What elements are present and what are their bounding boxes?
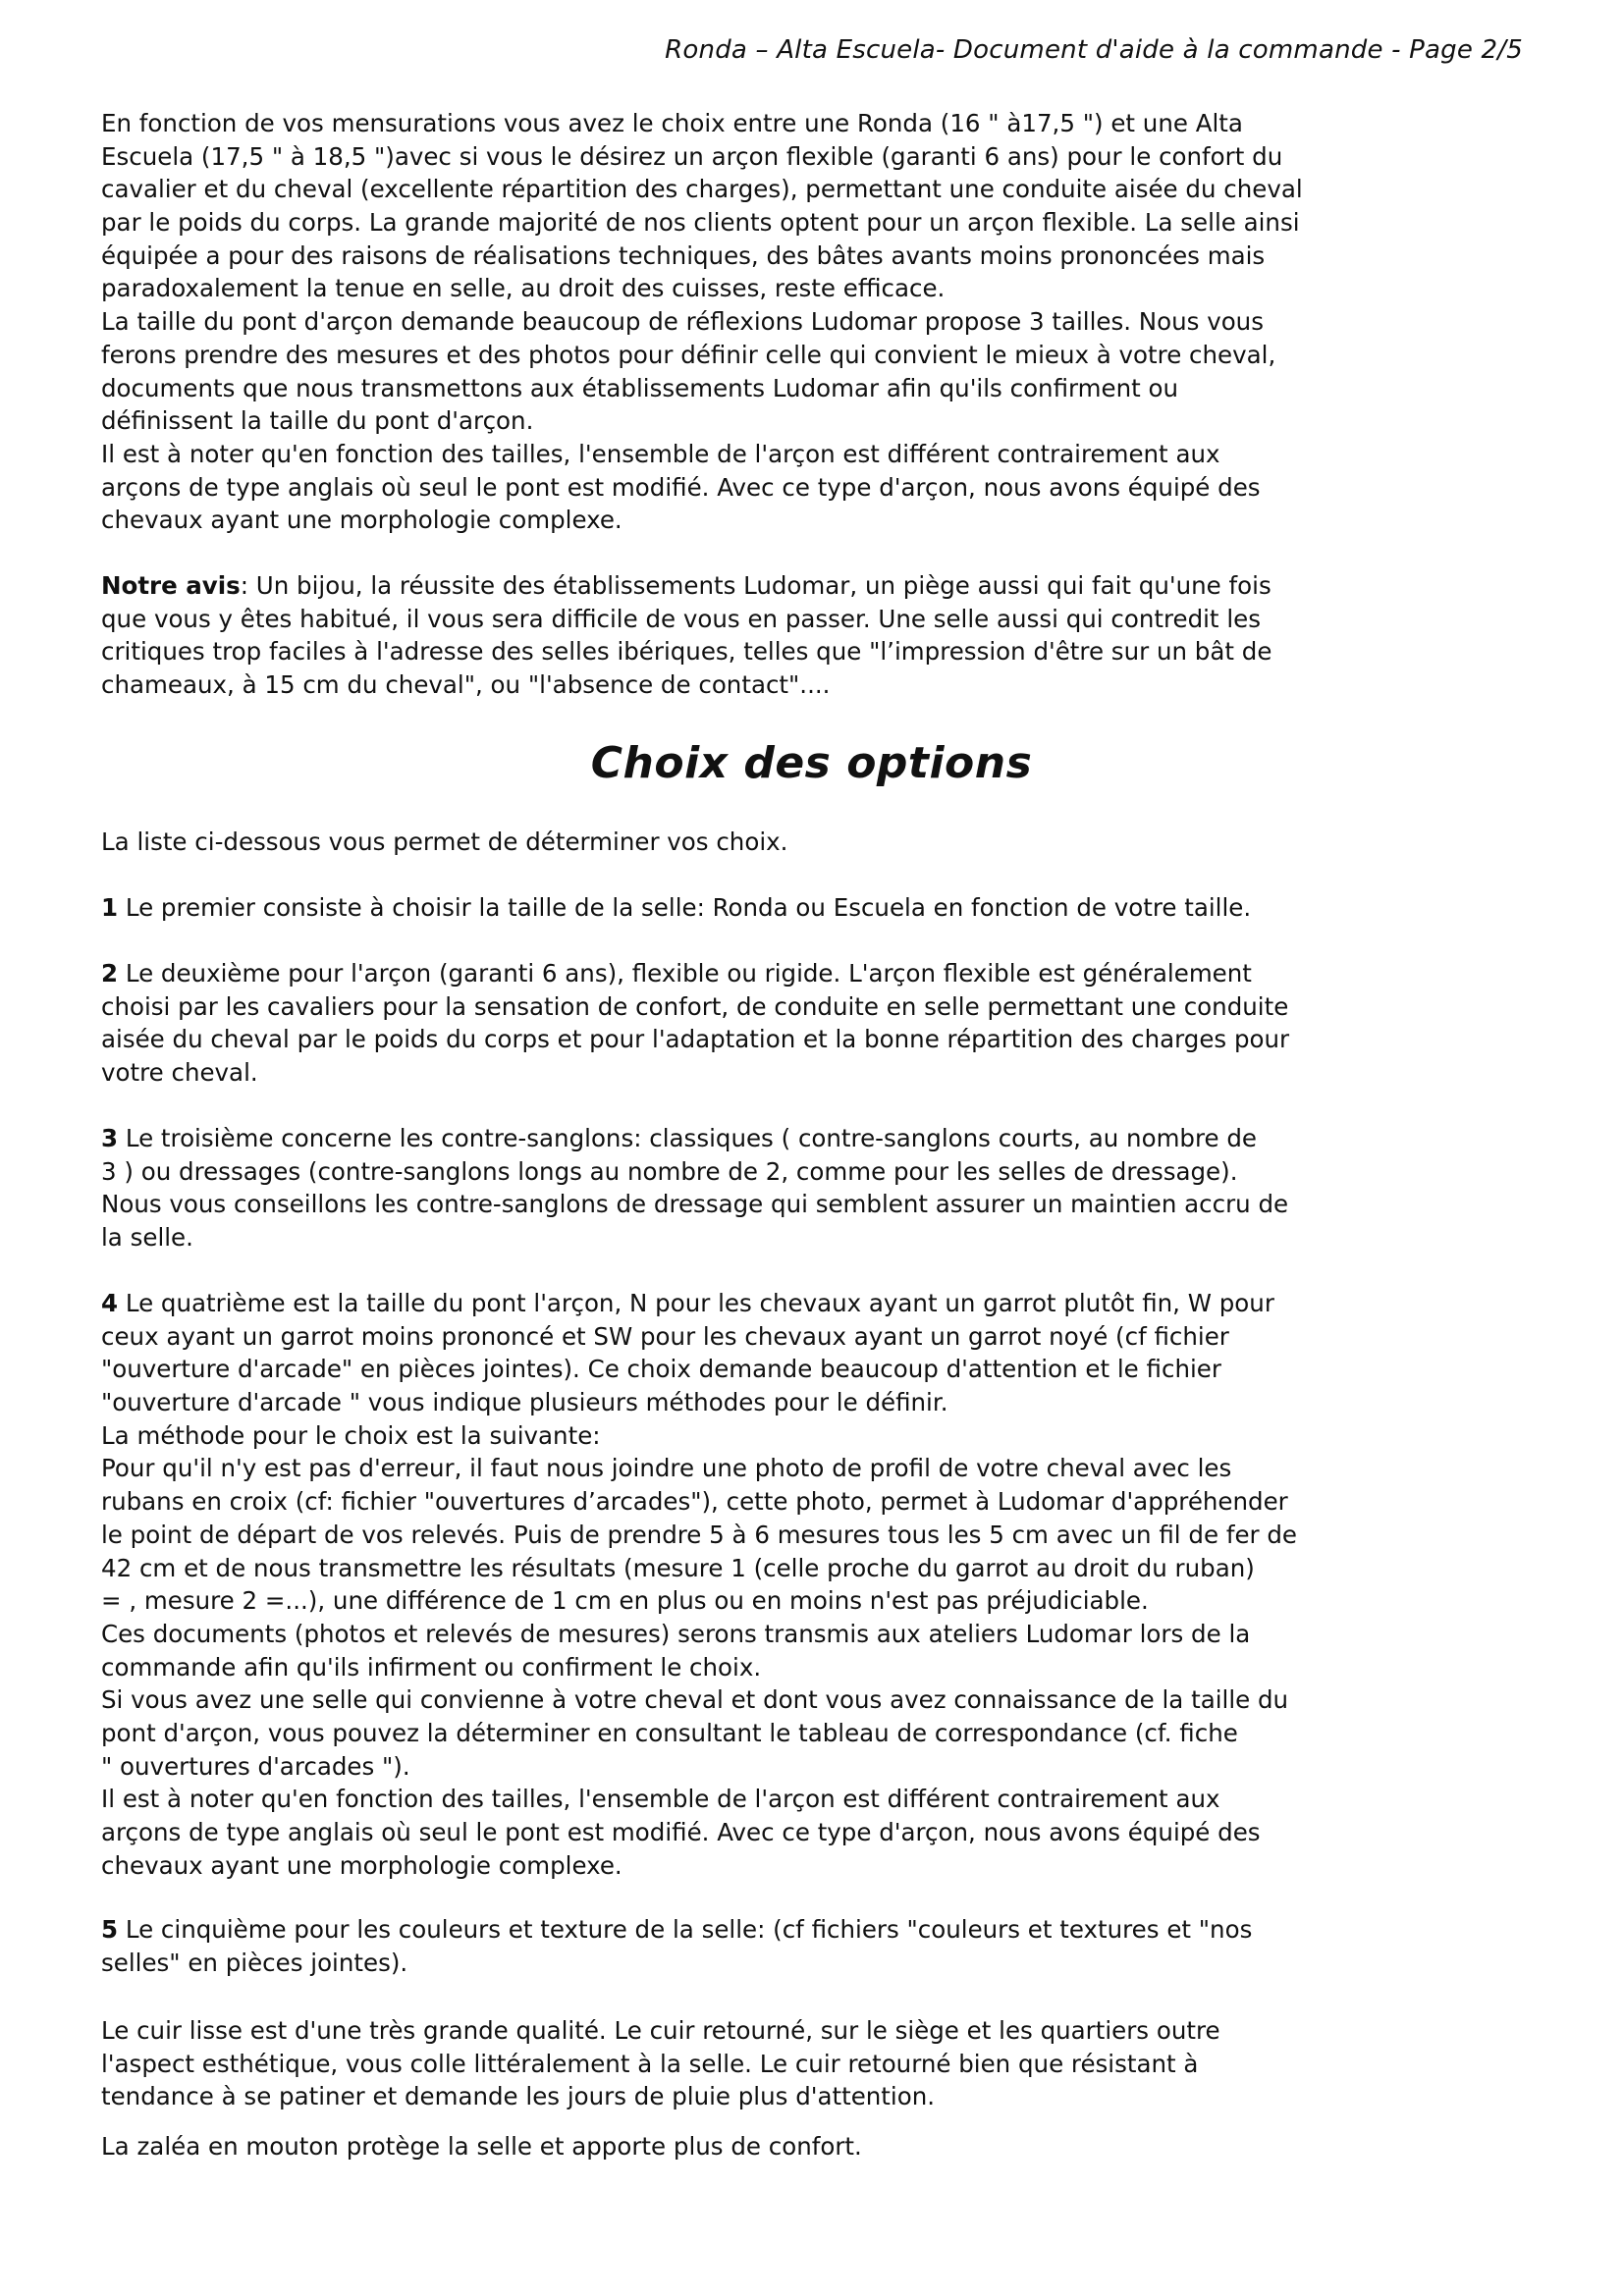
text-line: par le poids du corps. La grande majorité de nos clients optent pour un arçon flexible. La selle ainsi (101, 208, 1300, 238)
option-text: Le quatrième est la taille du pont l'arçon, N pour les chevaux ayant un garrot plutôt fin, W pour (118, 1289, 1274, 1317)
text-line (101, 957, 1289, 990)
option-5 (101, 1913, 1252, 1979)
text-line: définissent la taille du pont d'arçon. (101, 406, 534, 436)
text-line: que vous y êtes habitué, il vous sera difficile de vous en passer. Une selle aussi qui contredit les (101, 604, 1261, 633)
text-line: critiques trop faciles à l'adresse des selles ibériques, telles que "l’impression d'être sur un bât de (101, 637, 1272, 667)
text-line: Le cuir lisse est d'une très grande qualité. Le cuir retourné, sur le siège et les quartiers outre (101, 2016, 1220, 2045)
text-line: paradoxalement la tenue en selle, au droit des cuisses, reste efficace. (101, 274, 946, 303)
text-line: pont d'arçon, vous pouvez la déterminer en consultant le tableau de correspondance (cf. fiche (101, 1718, 1238, 1747)
section-title: Choix des options (590, 738, 1033, 788)
text-line: arçons de type anglais où seul le pont est modifié. Avec ce type d'arçon, nous avons équipé des (101, 472, 1261, 502)
text-line (101, 569, 1271, 603)
text-line: 3 ) ou dressages (contre-sanglons longs au nombre de 2, comme pour les selles de dressage). (101, 1156, 1238, 1186)
text-line: ferons prendre des mesures et des photos pour définir celle qui convient le mieux à votre cheval, (101, 340, 1276, 369)
text-line: ceux ayant un garrot moins prononcé et SW pour les chevaux ayant un garrot noyé (cf fichier (101, 1321, 1229, 1351)
option-text: Le deuxième pour l'arçon (garanti 6 ans), flexible ou rigide. L'arçon flexible est généralement (118, 959, 1252, 988)
text-line: = , mesure 2 =...), une différence de 1 cm en plus ou en moins n'est pas préjudiciable. (101, 1586, 1149, 1616)
text-line: la selle. (101, 1223, 193, 1253)
option-number: 4 (101, 1289, 119, 1317)
option-number: 1 (101, 893, 119, 922)
text-line: chevaux ayant une morphologie complexe. (101, 1850, 622, 1880)
option-text: Le cinquième pour les couleurs et texture de la selle: (cf fichiers "couleurs et textures et "nos (118, 1915, 1253, 1944)
text-line: Si vous avez une selle qui convienne à votre cheval et dont vous avez connaissance de la taille du (101, 1685, 1289, 1715)
option-number: 2 (101, 959, 119, 988)
text-line (101, 1287, 1297, 1320)
zalea-paragraph (101, 2130, 862, 2163)
text-line: La liste ci-dessous vous permet de déterminer vos choix. (101, 828, 788, 856)
text-line: votre cheval. (101, 1058, 258, 1088)
opinion-paragraph (101, 569, 1271, 702)
option-1 (101, 891, 1251, 925)
text-line (101, 1913, 1252, 1947)
text-line: La méthode pour le choix est la suivante: (101, 1420, 601, 1450)
text-line: documents que nous transmettons aux établissements Ludomar afin qu'ils confirment ou (101, 373, 1179, 402)
text-line: "ouverture d'arcade " vous indique plusieurs méthodes pour le définir. (101, 1388, 948, 1417)
option-2 (101, 957, 1289, 1090)
intro-paragraph (101, 107, 1303, 537)
text-line: " ouvertures d'arcades "). (101, 1751, 410, 1781)
text-line: "ouverture d'arcade" en pièces jointes). Ce choix demande beaucoup d'attention et le fichier (101, 1355, 1221, 1384)
text-line: Pour qu'il n'y est pas d'erreur, il faut nous joindre une photo de profil de votre cheval avec les (101, 1454, 1232, 1483)
running-header: Ronda – Alta Escuela- Document d'aide à la commande - Page 2/5 (665, 35, 1523, 65)
text-line: rubans en croix (cf: fichier "ouvertures d’arcades"), cette photo, permet à Ludomar d'appréhender (101, 1487, 1288, 1517)
option-number: 3 (101, 1124, 119, 1152)
text-line: Nous vous conseillons les contre-sanglons de dressage qui semblent assurer un maintien accru de (101, 1190, 1289, 1219)
text-line: Escuela (17,5 " à 18,5 ")avec si vous le désirez un arçon flexible (garanti 6 ans) pour le confort du (101, 141, 1283, 171)
option-text: Le troisième concerne les contre-sanglons: classiques ( contre-sanglons courts, au nombre de (118, 1124, 1258, 1152)
text-line: 42 cm et de nous transmettre les résultats (mesure 1 (celle proche du garrot au droit du ruban) (101, 1553, 1255, 1582)
text-line: selles" en pièces jointes). (101, 1948, 408, 1977)
text-line: En fonction de vos mensurations vous avez le choix entre une Ronda (16 " à17,5 ") et une Alta (101, 109, 1243, 137)
opinion-text: : Un bijou, la réussite des établissements Ludomar, un piège aussi qui fait qu'une fois (240, 571, 1271, 600)
text-line: l'aspect esthétique, vous colle littéralement à la selle. Le cuir retourné bien que résistant à (101, 2049, 1199, 2078)
text-line: chameaux, à 15 cm du cheval", ou "l'absence de contact".... (101, 670, 831, 700)
text-line (101, 891, 1251, 925)
leather-paragraph (101, 2014, 1220, 2113)
text-line: La zaléa en mouton protège la selle et apporte plus de confort. (101, 2132, 862, 2161)
text-line: le point de départ de vos relevés. Puis de prendre 5 à 6 mesures tous les 5 cm avec un fil de fer de (101, 1520, 1298, 1549)
text-line: équipée a pour des raisons de réalisations techniques, des bâtes avants moins prononcées mais (101, 240, 1266, 270)
text-line: aisée du cheval par le poids du corps et pour l'adaptation et la bonne répartition des charges pour (101, 1025, 1290, 1054)
text-line: Ces documents (photos et relevés de mesures) serons transmis aux ateliers Ludomar lors de la (101, 1619, 1251, 1648)
text-line: cavalier et du cheval (excellente répartition des charges), permettant une conduite aisée du cheval (101, 175, 1303, 204)
option-text: Le premier consiste à choisir la taille de la selle: Ronda ou Escuela en fonction de votre taille. (118, 893, 1252, 922)
text-line: Il est à noter qu'en fonction des tailles, l'ensemble de l'arçon est différent contrairement aux (101, 439, 1220, 468)
text-line: choisi par les cavaliers pour la sensation de confort, de conduite en selle permettant une conduite (101, 991, 1289, 1021)
text-line (101, 1122, 1288, 1155)
text-line: Il est à noter qu'en fonction des tailles, l'ensemble de l'arçon est différent contrairement aux (101, 1785, 1220, 1814)
section-intro (101, 826, 787, 859)
text-line: La taille du pont d'arçon demande beaucoup de réflexions Ludomar propose 3 tailles. Nous vous (101, 307, 1264, 337)
option-4 (101, 1287, 1297, 1882)
opinion-label: Notre avis (101, 571, 241, 600)
text-line: commande afin qu'ils infirment ou confirment le choix. (101, 1652, 762, 1682)
text-line: chevaux ayant une morphologie complexe. (101, 506, 622, 535)
option-3 (101, 1122, 1288, 1255)
text-line: arçons de type anglais où seul le pont est modifié. Avec ce type d'arçon, nous avons équipé des (101, 1818, 1261, 1846)
option-number: 5 (101, 1915, 119, 1944)
text-line: tendance à se patiner et demande les jours de pluie plus d'attention. (101, 2082, 936, 2111)
